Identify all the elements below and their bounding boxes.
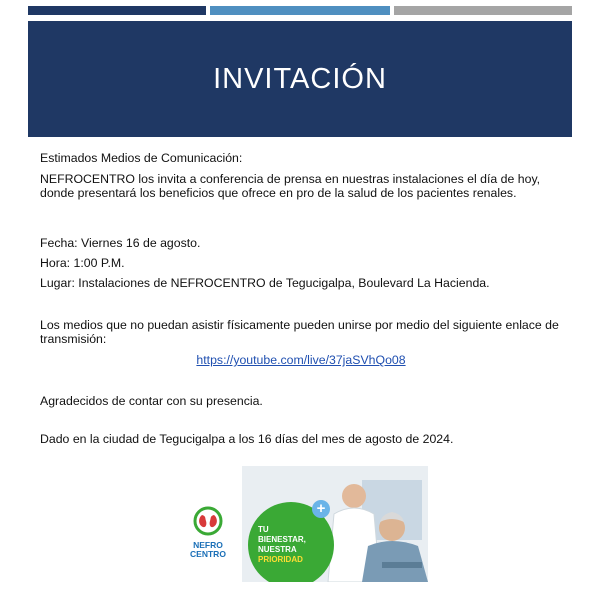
top-bar-light-blue	[210, 6, 390, 15]
logo-text-centro: CENTRO	[190, 549, 226, 559]
thanks-line: Agradecidos de contar con su presencia.	[40, 394, 263, 408]
closing-line: Dado en la ciudad de Tegucigalpa a los 16 días del mes de agosto de 2024.	[40, 432, 454, 446]
event-date: Fecha: Viernes 16 de agosto.	[40, 236, 201, 250]
promo-photo	[242, 466, 428, 582]
top-bar-dark-blue	[28, 6, 206, 15]
top-decorative-bars	[28, 6, 572, 15]
plus-icon: +	[312, 500, 330, 518]
stream-link[interactable]: https://youtube.com/live/37jaSVhQo08	[196, 353, 406, 367]
slogan-line-2: BIENESTAR,	[258, 535, 306, 544]
stream-link-row	[40, 353, 562, 367]
stream-note: Los medios que no puedan asistir físicamente pueden unirse por medio del siguiente enlace de transmisión:	[40, 318, 559, 346]
slogan-line-3: NUESTRA	[258, 545, 297, 554]
event-time: Hora: 1:00 P.M.	[40, 256, 125, 270]
event-location: Lugar: Instalaciones de NEFROCENTRO de Tegucigalpa, Boulevard La Hacienda.	[40, 276, 490, 290]
kidney-logo-icon	[193, 506, 223, 536]
top-bar-gray	[394, 6, 572, 15]
letter-body	[40, 151, 562, 446]
slogan-line-1: TU	[258, 525, 269, 534]
greeting: Estimados Medios de Comunicación:	[40, 151, 243, 165]
page-title: INVITACIÓN	[213, 62, 387, 95]
intro-paragraph: NEFROCENTRO los invita a conferencia de prensa en nuestras instalaciones el día de hoy, donde presentará los beneficios que ofrece en pro de la salud de los pacientes renales.	[40, 172, 541, 200]
logo-text-nefro: NEFRO	[193, 540, 223, 550]
title-banner	[28, 21, 572, 137]
nefrocentro-logo	[180, 506, 236, 559]
slogan-line-4: PRIORIDAD	[258, 555, 303, 564]
promo-banner-image	[178, 466, 428, 582]
